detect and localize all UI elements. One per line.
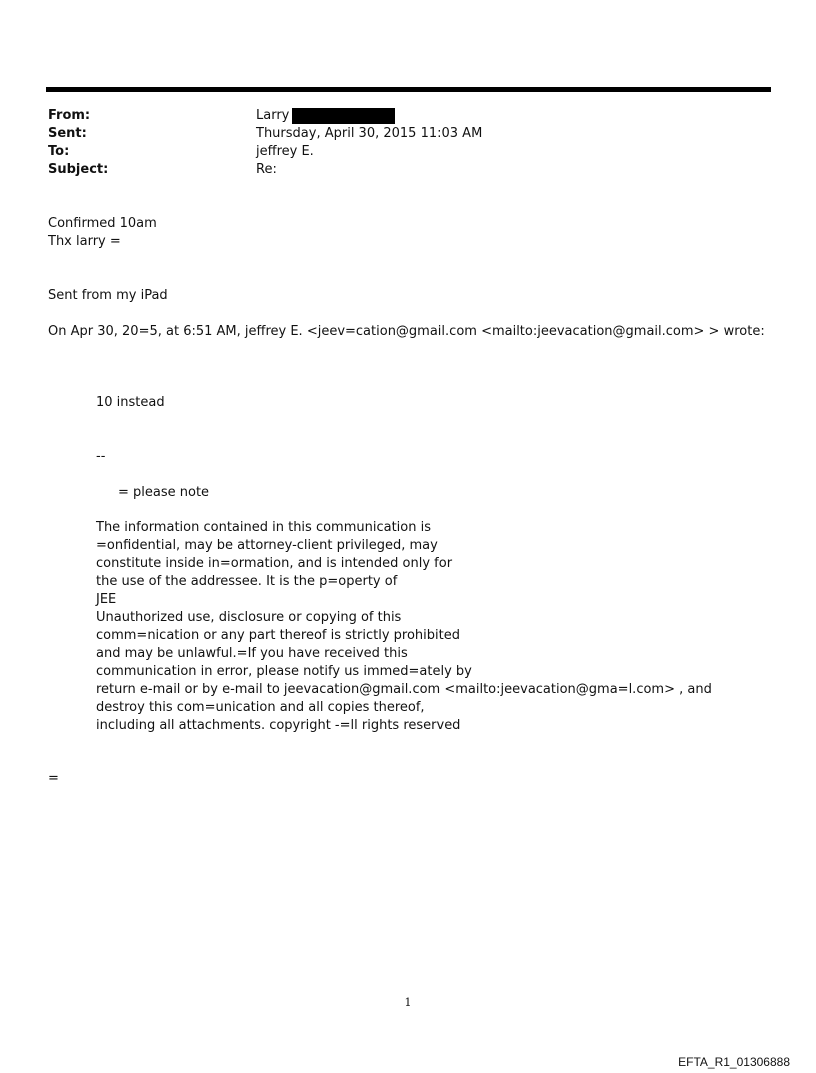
quoted-message: 10 instead	[96, 395, 165, 410]
quote-header: On Apr 30, 20=5, at 6:51 AM, jeffrey E. <jeev=cation@gmail.com <mailto:jeevacation@gmail.com> > wrote:	[48, 324, 765, 339]
from-label: From:	[48, 108, 91, 123]
disclaimer-line: return e-mail or by e-mail to jeevacation@gmail.com <mailto:jeevacation@gma=l.com> , and	[96, 682, 712, 697]
disclaimer-line: destroy this com=unication and all copies thereof,	[96, 700, 425, 715]
document-id: EFTA_R1_01306888	[678, 1055, 790, 1069]
to-value: jeffrey E.	[256, 144, 314, 159]
subject-label: Subject:	[48, 162, 109, 177]
disclaimer-line: including all attachments. copyright -=ll rights reserved	[96, 718, 461, 733]
redaction-box	[292, 108, 395, 124]
trailing-char: =	[48, 771, 59, 786]
from-row	[48, 107, 395, 125]
reply-line: Confirmed 10am	[48, 216, 157, 231]
sent-value: Thursday, April 30, 2015 11:03 AM	[256, 126, 483, 141]
disclaimer-line: the use of the addressee. It is the p=operty of	[96, 574, 398, 589]
disclaimer-line: The information contained in this communication is	[96, 520, 431, 535]
to-row	[48, 143, 314, 161]
please-note: = please note	[118, 485, 210, 500]
signature-line: Sent from my iPad	[48, 288, 168, 303]
subject-value: Re:	[256, 162, 277, 177]
reply-line: Thx larry =	[48, 234, 121, 249]
disclaimer-line: communication in error, please notify us immed=ately by	[96, 664, 472, 679]
sent-label: Sent:	[48, 126, 87, 141]
disclaimer-line: comm=nication or any part thereof is strictly prohibited	[96, 628, 460, 643]
sent-row	[48, 125, 482, 143]
disclaimer-line: and may be unlawful.=If you have received this	[96, 646, 408, 661]
disclaimer-line: Unauthorized use, disclosure or copying of this	[96, 610, 402, 625]
disclaimer-line: constitute inside in=ormation, and is intended only for	[96, 556, 453, 571]
separator: --	[96, 449, 106, 464]
disclaimer-line: JEE	[96, 592, 117, 607]
page-number: 1	[404, 996, 412, 1009]
subject-row	[48, 161, 277, 179]
disclaimer-line: =onfidential, may be attorney-client privileged, may	[96, 538, 438, 553]
to-label: To:	[48, 144, 70, 159]
header-rule	[46, 87, 771, 92]
from-value: Larry	[256, 108, 290, 123]
